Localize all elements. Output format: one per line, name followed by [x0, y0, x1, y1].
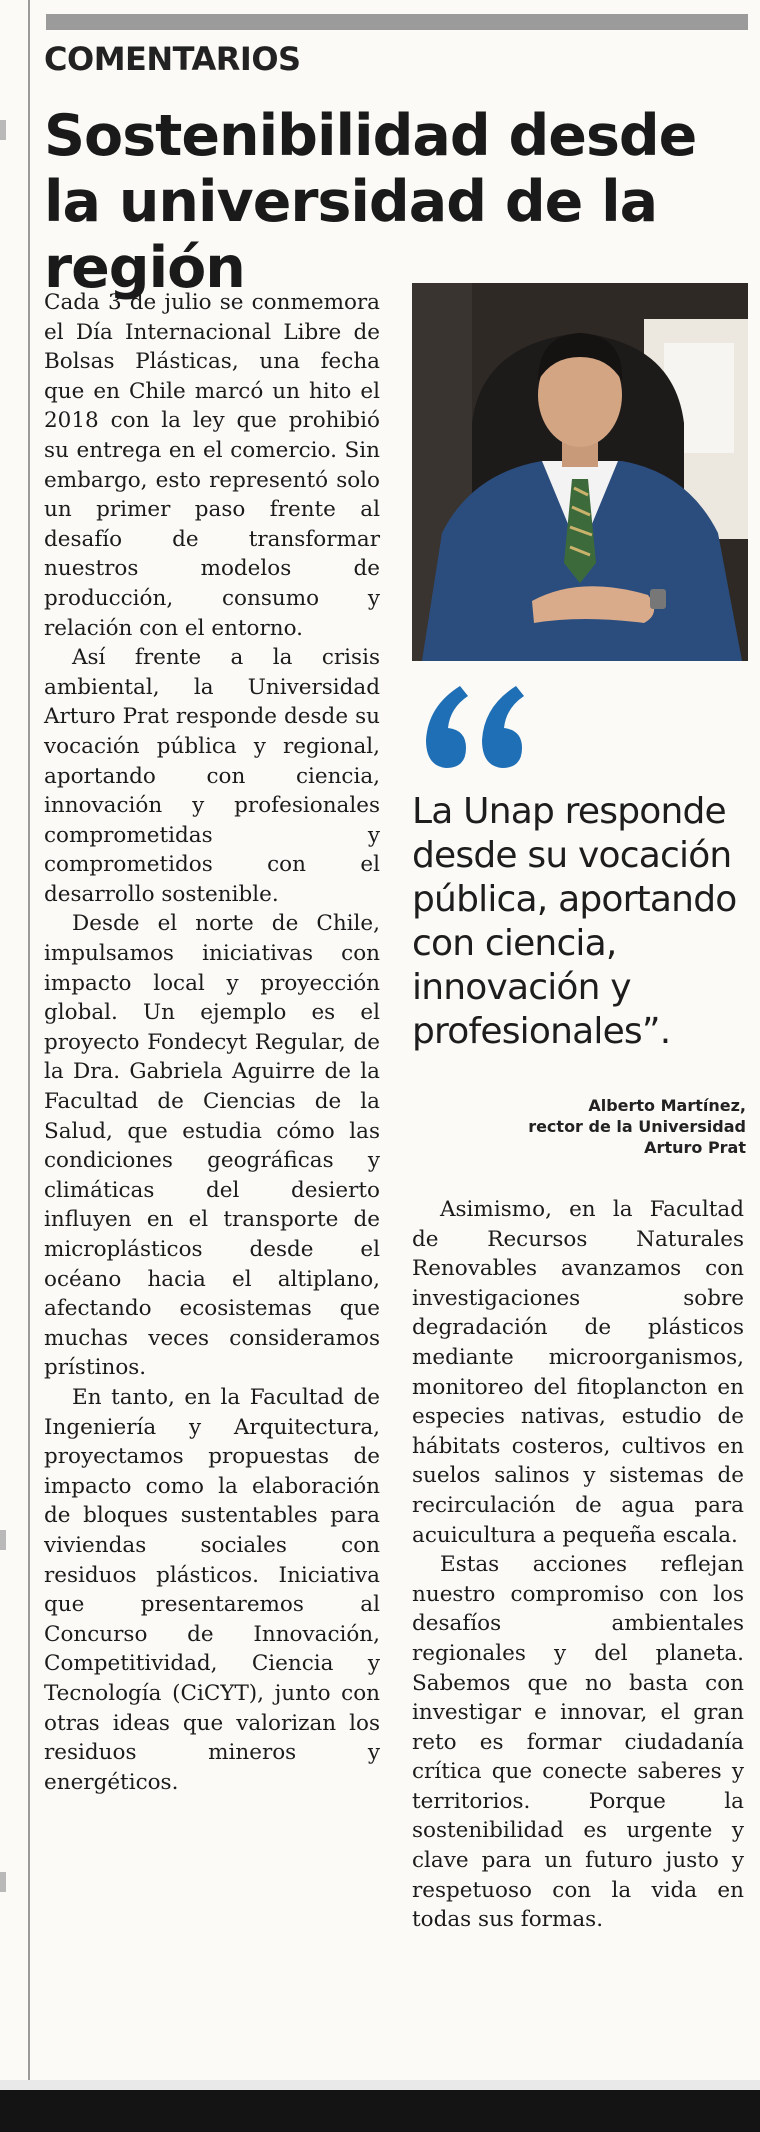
article-body-left: [44, 288, 380, 1797]
footer-divider: [0, 2080, 760, 2090]
paragraph: Estas acciones reflejan nuestro compromiso con los desafíos ambientales regionales y del planeta. Sabemos que no basta con investigar e innovar, el gran reto es formar ciudadanía crítica que conecte saberes y territorios. Porque la sostenibilidad es urgente y clave para un futuro justo y respetuoso con la vida en todas sus formas.: [412, 1552, 744, 1933]
article-body-right: [412, 1195, 744, 1935]
author-portrait-photo: [412, 283, 748, 661]
paragraph: En tanto, en la Facultad de Ingeniería y Arquitectura, proyectamos propuestas de impacto como la elaboración de bloques sustentables para viviendas sociales con residuos plásticos. Iniciativa que presentaremos al Concurso de Innovación, Competitividad, Ciencia y Tecnología (CiCYT), junto con otras ideas que valorizan los residuos mineros y energéticos.: [44, 1384, 380, 1795]
paragraph: Asimismo, en la Facultad de Recursos Naturales Renovables avanzamos con investigaciones sobre degradación de plásticos mediante microorganismos, monitoreo del fitoplancton en especies nativas, estudio de hábitats costeros, cultivos en suelos salinos y sistemas de recirculación de agua para acuicultura a pequeña escala.: [412, 1197, 744, 1548]
paragraph: Así frente a la crisis ambiental, la Universidad Arturo Prat responde desde su vocación pública y regional, aportando con ciencia, innovación y profesionales comprometidas y comprometidos con el desarrollo sostenible.: [44, 645, 380, 907]
margin-tick: [0, 1872, 6, 1892]
paragraph: Cada 3 de julio se conmemora el Día Internacional Libre de Bolsas Plásticas, una fecha que en Chile marcó un hito el 2018 con la ley que prohibió su entrega en el comercio. Sin embargo, esto representó solo un primer paso frente al desafío de transformar nuestros modelos de producción, consumo y relación con el entorno.: [44, 290, 380, 641]
quote-attribution: [416, 1095, 746, 1158]
footer-band: [0, 2090, 760, 2132]
paragraph: Desde el norte de Chile, impulsamos iniciativas con impacto local y proyección global. Un ejemplo es el proyecto Fondecyt Regular, de la Dra. Gabriela Aguirre de la Facultad de Ciencias de la Salud, que estudia cómo las condiciones geográficas y climáticas del desierto influyen en el transporte de microplásticos desde el océano hacia el altiplano, afectando ecosistemas que muchas veces consideramos prístinos.: [44, 911, 380, 1381]
attribution-role: rector de la Universidad: [528, 1117, 746, 1136]
attribution-name: Alberto Martínez,: [588, 1096, 746, 1115]
margin-tick: [0, 120, 6, 140]
section-label: COMENTARIOS: [44, 40, 301, 78]
margin-tick: [0, 1530, 6, 1550]
pull-quote: La Unap responde desde su vocación pública, aportando con ciencia, innovación y profesionales”.: [412, 791, 737, 1052]
attribution-institution: Arturo Prat: [644, 1138, 746, 1157]
column-rule: [28, 0, 30, 2080]
portrait-illustration: [412, 283, 748, 661]
page-gutter: [0, 0, 24, 2132]
article-headline: Sostenibilidad desde la universidad de la región: [44, 103, 697, 301]
open-quote-icon: [420, 678, 530, 774]
header-bar: [46, 14, 748, 30]
